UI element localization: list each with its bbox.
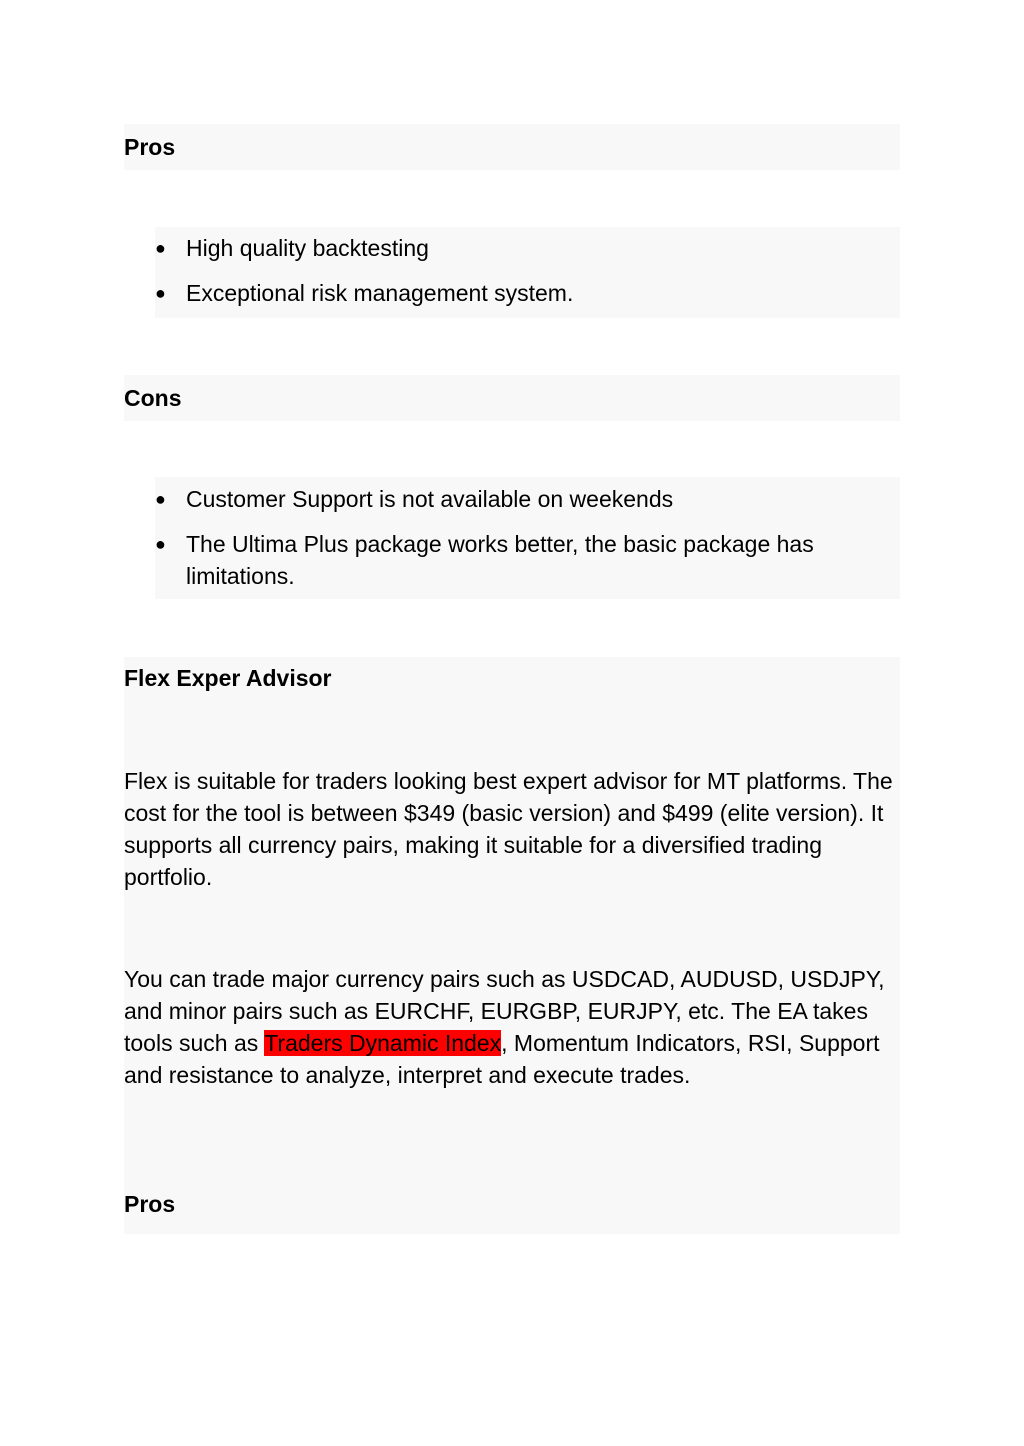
flex-pros-heading: Pros	[124, 1191, 176, 1217]
bullet-icon: ●	[155, 489, 166, 509]
bullet-icon: ●	[155, 238, 166, 258]
list-item-text: Customer Support is not available on weekends	[186, 486, 674, 512]
flex-heading: Flex Exper Advisor	[124, 665, 332, 691]
flex-section	[124, 657, 900, 1234]
paragraph-text: , Momentum Indicators, RSI, Support and resistance to analyze, interpret and execute trades.	[124, 1030, 880, 1088]
list-item	[155, 528, 900, 592]
paragraph-text: You can trade major currency pairs such as USDCAD, AUDUSD, USDJPY, and minor pairs such as EURCHF, EURGBP, EURJPY, etc. The EA takes tools such as	[124, 966, 885, 1056]
pros-list-block	[155, 227, 900, 318]
pros-list	[155, 227, 900, 309]
cons-list-block	[155, 477, 900, 599]
list-item-text: High quality backtesting	[186, 235, 429, 261]
cons-heading-block	[124, 375, 900, 421]
list-item	[155, 277, 900, 309]
list-item-text: The Ultima Plus package works better, the basic package has limitations.	[186, 531, 814, 589]
flex-paragraph-1: Flex is suitable for traders looking best expert advisor for MT platforms. The cost for the tool is between $349 (basic version) and $499 (elite version). It supports all currency pairs, making it suitable for a diversified trading portfolio.	[124, 768, 893, 890]
list-item-text: Exceptional risk management system.	[186, 280, 574, 306]
bullet-icon: ●	[155, 283, 166, 303]
cons-heading: Cons	[124, 385, 182, 411]
pros-heading: Pros	[124, 134, 176, 160]
flex-paragraph-2	[124, 963, 900, 1091]
traders-dynamic-index-link[interactable]: Traders Dynamic Index	[264, 1030, 502, 1056]
pros-heading-block	[124, 124, 900, 170]
list-item	[155, 232, 900, 277]
list-item	[155, 483, 900, 528]
cons-list	[155, 477, 900, 592]
bullet-icon: ●	[155, 534, 166, 554]
